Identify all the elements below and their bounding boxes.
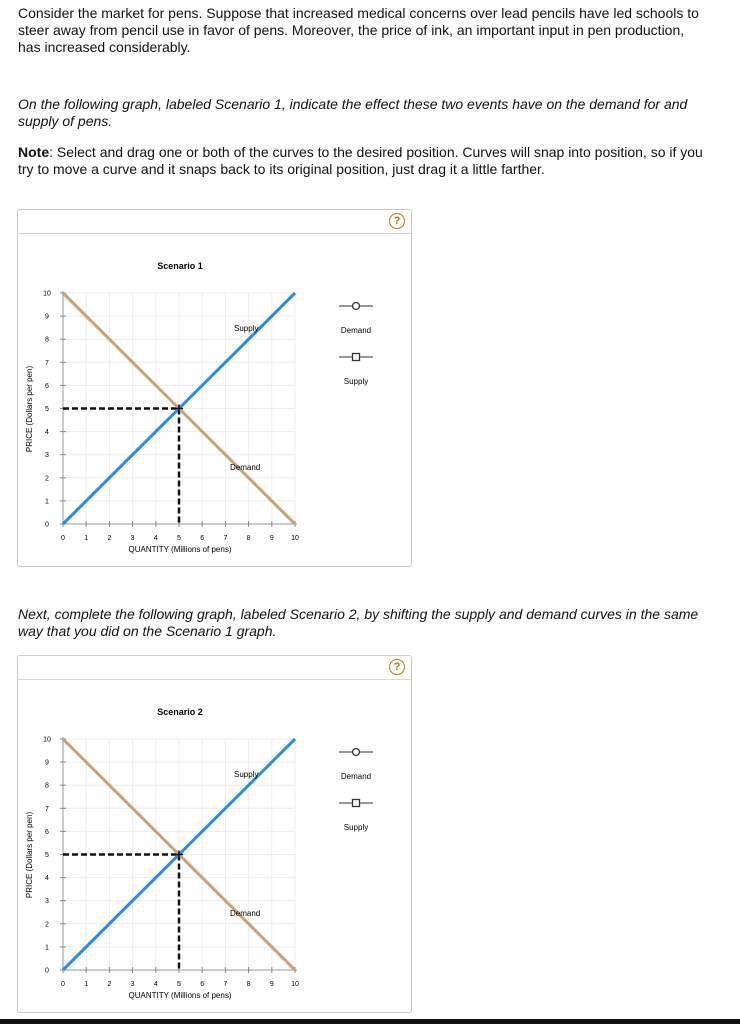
y-tick-label: 1 — [45, 944, 49, 952]
y-tick-label: 1 — [45, 498, 49, 506]
scenario-2-panel — [17, 655, 412, 1013]
legend-label: Supply — [343, 823, 369, 832]
y-tick-label: 6 — [45, 382, 49, 390]
y-tick-label: 3 — [45, 898, 49, 906]
y-tick-label: 7 — [45, 359, 49, 367]
legend-supply-icon[interactable] — [353, 800, 360, 807]
scenario-1-graph[interactable] — [18, 210, 411, 566]
x-tick-label: 4 — [153, 981, 158, 988]
x-tick-label: 7 — [223, 981, 228, 988]
legend-demand-icon[interactable] — [353, 749, 360, 756]
chart-title: Scenario 1 — [157, 261, 203, 271]
y-tick-label: 5 — [45, 406, 49, 413]
bottom-bar — [0, 1019, 740, 1024]
y-tick-label: 9 — [45, 313, 49, 321]
legend-demand-icon[interactable] — [353, 303, 360, 310]
x-tick-label: 1 — [84, 981, 89, 988]
x-tick-label: 3 — [130, 535, 135, 542]
y-tick-label: 4 — [45, 875, 49, 883]
note-text: : Select and drag one or both of the curves to the desired position. Curves will snap into position, so if you try to move a curve and it snaps back to its original position, just drag it a little farther. — [18, 144, 703, 177]
y-tick-label: 10 — [43, 290, 51, 298]
next-instruction-paragraph: Next, complete the following graph, labeled Scenario 2, by shifting the supply and demand curves in the same way that you did on the Scenario 1 graph. — [18, 606, 699, 639]
x-tick-label: 7 — [223, 535, 228, 542]
x-tick-label: 8 — [246, 981, 251, 988]
y-tick-label: 0 — [45, 521, 49, 529]
supply-curve-label: Supply — [234, 324, 259, 333]
chart-title: Scenario 2 — [157, 707, 203, 717]
x-tick-label: 0 — [61, 535, 65, 542]
instruction-paragraph: On the following graph, labeled Scenario 1, indicate the effect these two events have on the demand for and supply of pens. — [18, 96, 688, 129]
help-icon[interactable]: ? — [389, 659, 405, 675]
y-tick-label: 0 — [45, 967, 49, 975]
x-axis-label: QUANTITY (Millions of pens) — [128, 545, 232, 554]
legend-label: Demand — [340, 326, 372, 335]
note-paragraph — [18, 144, 708, 178]
y-tick-label: 3 — [45, 452, 49, 460]
x-tick-label: 0 — [61, 981, 65, 988]
scenario-1-panel — [17, 209, 412, 567]
x-tick-label: 2 — [107, 981, 112, 988]
y-tick-label: 4 — [45, 429, 49, 437]
y-tick-label: 7 — [45, 805, 49, 813]
x-tick-label: 6 — [200, 535, 205, 542]
help-icon[interactable]: ? — [389, 213, 405, 229]
x-tick-label: 6 — [200, 981, 205, 988]
demand-curve-label: Demand — [230, 909, 261, 918]
y-tick-label: 2 — [45, 475, 49, 483]
x-tick-label: 9 — [269, 535, 274, 542]
y-axis-label: PRICE (Dollars per pen) — [25, 365, 34, 453]
intro-paragraph: Consider the market for pens. Suppose that increased medical concerns over lead pencils have led schools to steer away from pencil use in favor of pens. Moreover, the price of ink, an important input in pen production, has increased considerably. — [18, 5, 699, 55]
y-tick-label: 8 — [45, 336, 49, 344]
supply-curve-label: Supply — [234, 770, 259, 779]
note-label: Note — [18, 144, 50, 160]
x-tick-label: 5 — [177, 535, 181, 542]
y-tick-label: 2 — [45, 921, 49, 929]
legend-label: Supply — [343, 377, 369, 386]
scenario-2-graph[interactable] — [18, 656, 411, 1012]
y-tick-label: 6 — [45, 828, 49, 836]
y-tick-label: 10 — [43, 736, 51, 744]
demand-curve-label: Demand — [230, 463, 261, 472]
x-tick-label: 10 — [291, 981, 299, 988]
x-tick-label: 10 — [291, 535, 299, 542]
x-tick-label: 2 — [107, 535, 112, 542]
y-tick-label: 5 — [45, 852, 49, 859]
x-tick-label: 8 — [246, 535, 251, 542]
x-tick-label: 9 — [269, 981, 274, 988]
legend-supply-icon[interactable] — [353, 354, 360, 361]
x-tick-label: 1 — [84, 535, 89, 542]
x-tick-label: 4 — [153, 535, 158, 542]
y-tick-label: 8 — [45, 782, 49, 790]
y-axis-label: PRICE (Dollars per pen) — [25, 811, 34, 899]
legend-label: Demand — [340, 772, 372, 781]
x-axis-label: QUANTITY (Millions of pens) — [128, 991, 232, 1000]
x-tick-label: 3 — [130, 981, 135, 988]
y-tick-label: 9 — [45, 759, 49, 767]
x-tick-label: 5 — [177, 981, 181, 988]
